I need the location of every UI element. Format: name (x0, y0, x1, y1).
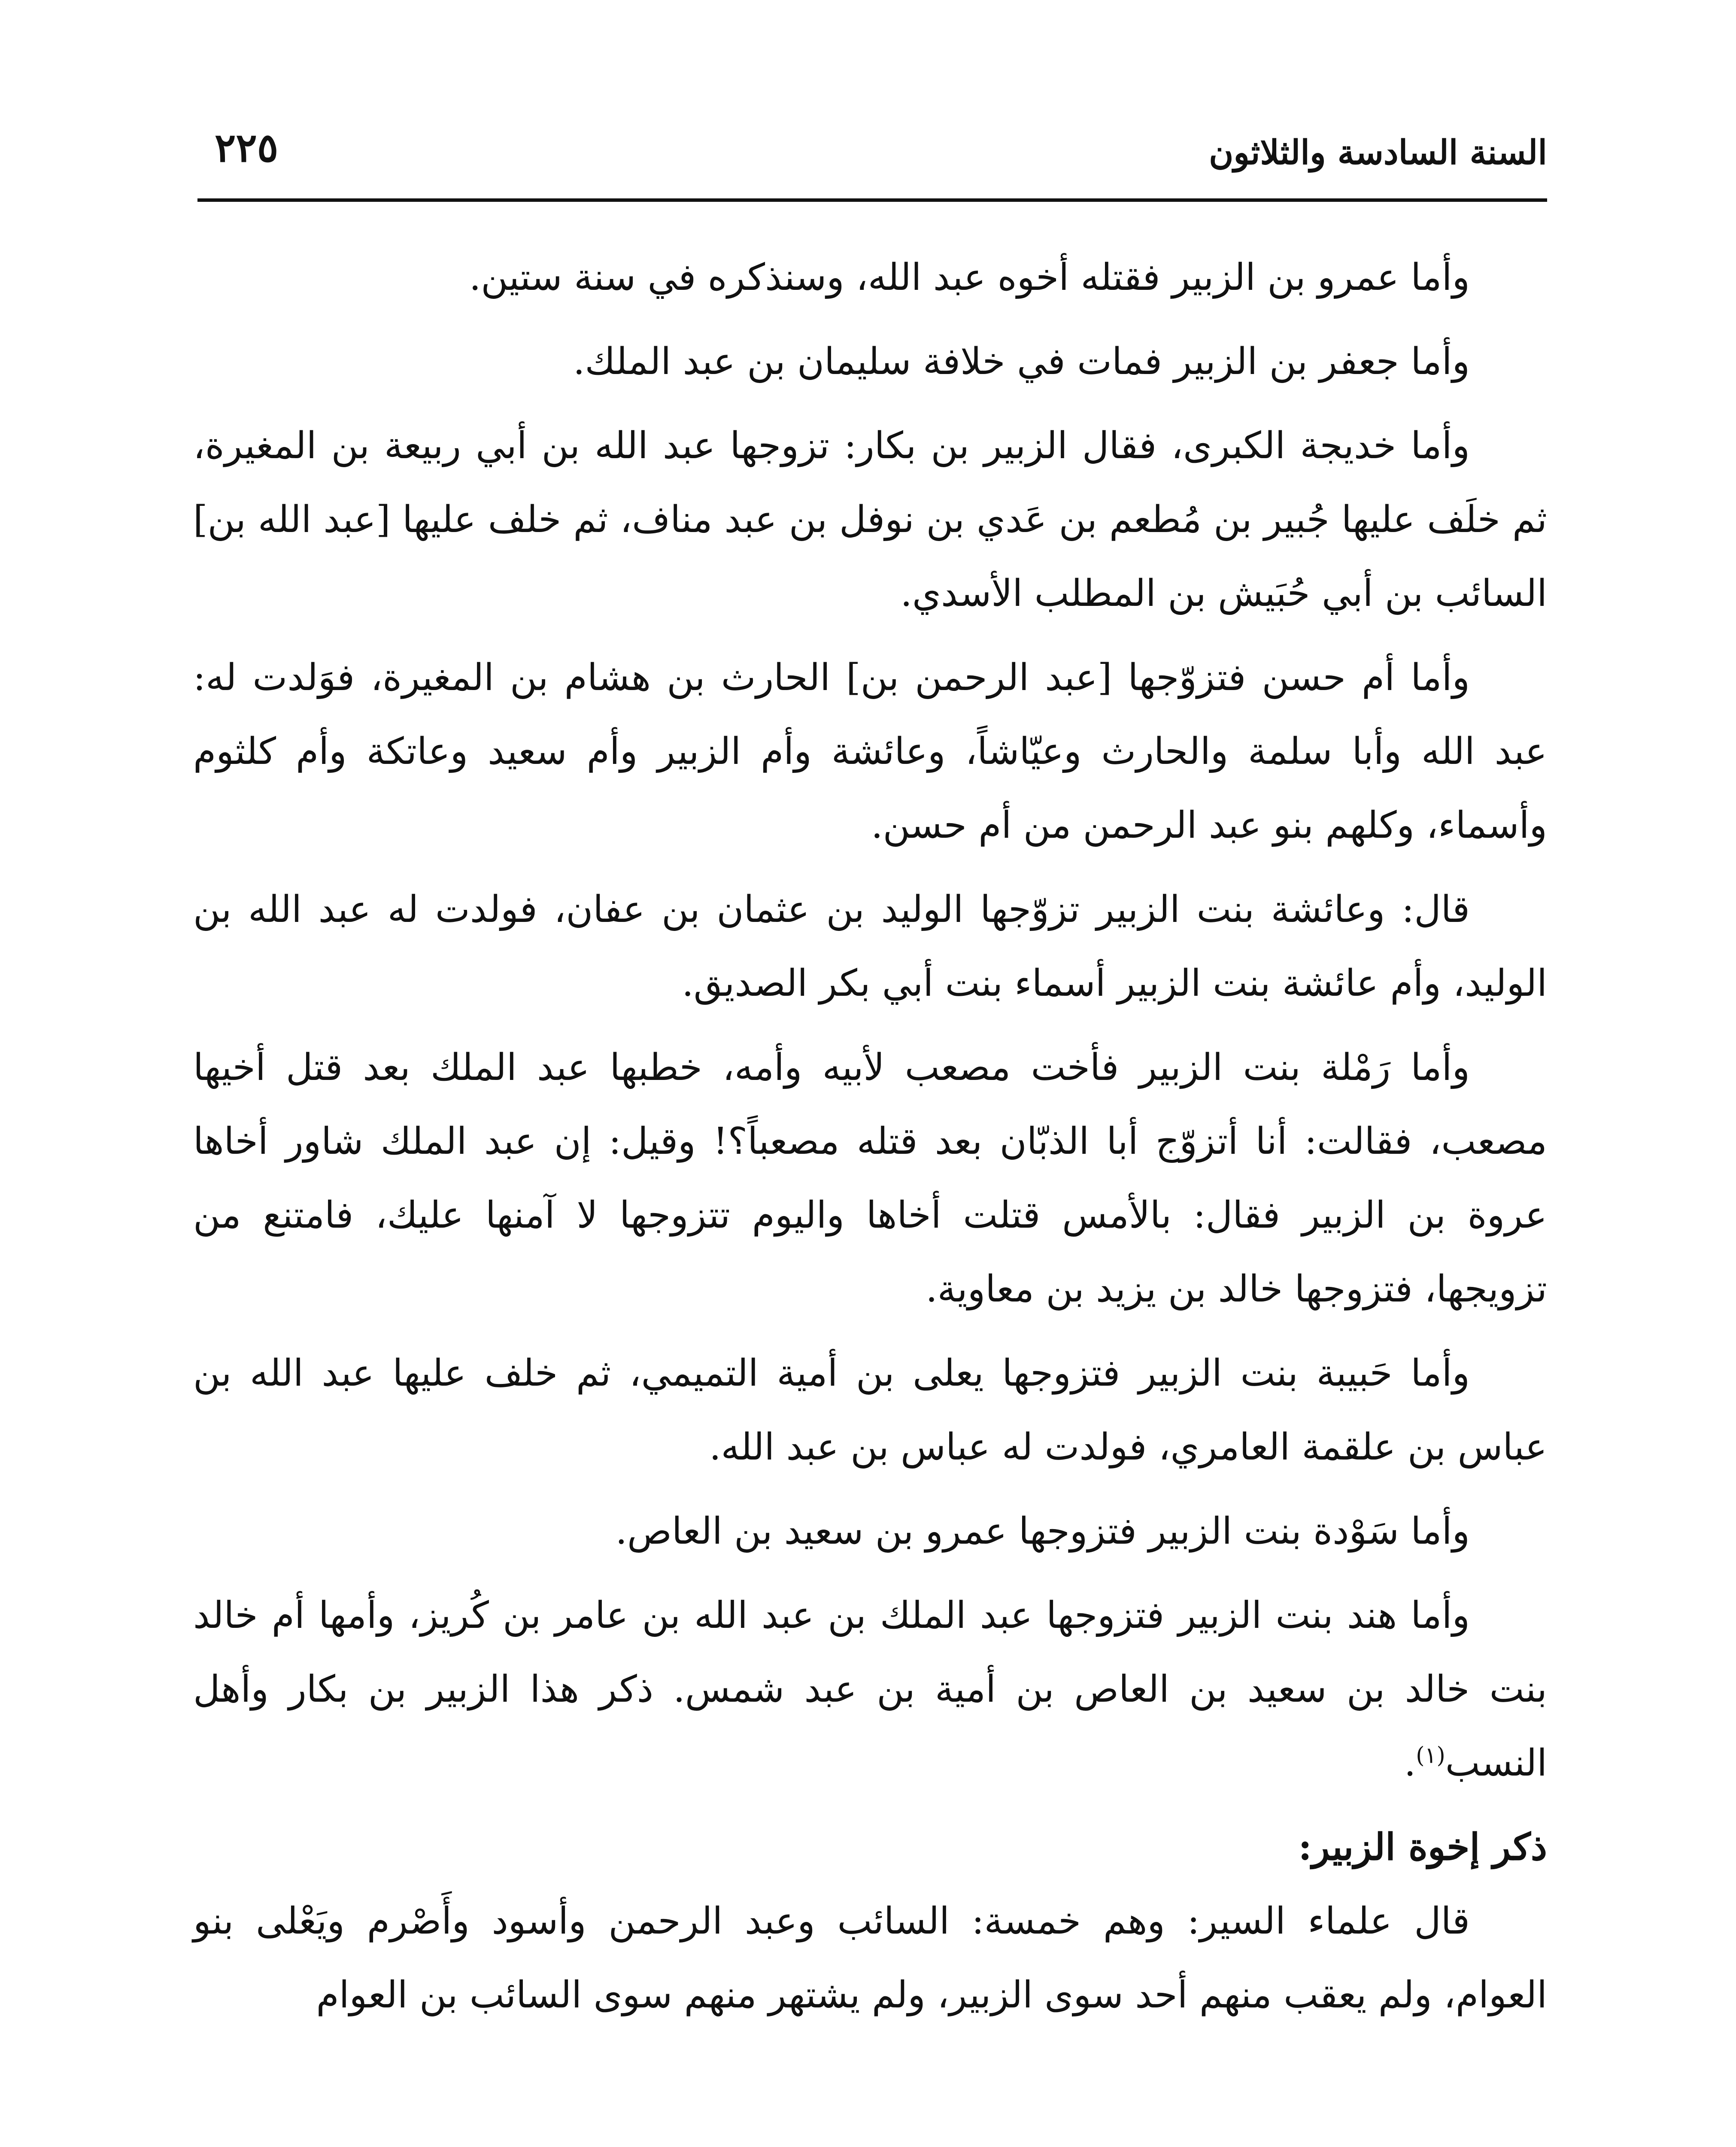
paragraph-umm-hasan: وأما أم حسن فتزوّجها [عبد الرحمن بن] الحارث بن هشام بن المغيرة، فوَلدت له: عبد الله وأبا سلمة والحارث وعيّاشاً، وعائشة وأم الزبير وأم سعيد وعاتكة وأم كلثوم وأسماء، وكلهم بنو عبد الرحمن من أم حسن. (193, 656, 1547, 847)
paragraph-ramla: وأما رَمْلة بنت الزبير فأخت مصعب لأبيه وأمه، خطبها عبد الملك بعد قتل أخيها مصعب، فقالت: أنا أتزوّج أبا الذبّان بعد قتله مصعباً؟! وقيل: إن عبد الملك شاور أخاها عروة بن الزبير فقال: بالأمس قتلت أخاها واليوم تتزوجها لا آمنها عليك، فامتنع من تزويجها، فتزوجها خالد بن يزيد بن معاوية. (193, 1046, 1547, 1311)
paragraph-sawda: وأما سَوْدة بنت الزبير فتزوجها عمرو بن سعيد بن العاص. (615, 1510, 1470, 1553)
main-text (193, 240, 1547, 2042)
paragraph-hind (193, 1578, 1547, 1800)
paragraph-habiba: وأما حَبيبة بنت الزبير فتزوجها يعلى بن أمية التميمي، ثم خلف عليها عبد الله بن عباس بن علقمة العامري، فولدت له عباس بن عبد الله. (193, 1352, 1547, 1469)
paragraph-hind-end: . (1404, 1742, 1416, 1785)
paragraph-jafar: وأما جعفر بن الزبير فمات في خلافة سليمان بن عبد الملك. (573, 340, 1470, 383)
footnote-reference[interactable]: (١) (1416, 1743, 1445, 1769)
paragraph-hind-text: وأما هند بنت الزبير فتزوجها عبد الملك بن عبد الله بن عامر بن كُريز، وأمها أم خالد بنت خالد بن سعيد بن العاص بن أمية بن عبد شمس. ذكر هذا الزبير بن بكار وأهل النسب (193, 1594, 1547, 1785)
paragraph-brothers: قال علماء السير: وهم خمسة: السائب وعبد الرحمن وأسود وأَصْرم ويَعْلى بنو العوام، ولم يعقب منهم أحد سوى الزبير، ولم يشتهر منهم سوى السائب بن العوام (193, 1900, 1547, 2016)
running-title: السنة السادسة والثلاثون (1209, 133, 1547, 172)
page-number: ٢٢٥ (215, 125, 279, 171)
paragraph-aisha: قال: وعائشة بنت الزبير تزوّجها الوليد بن عثمان بن عفان، فولدت له عبد الله بن الوليد، وأم عائشة بنت الزبير أسماء بنت أبي بكر الصديق. (193, 888, 1547, 1005)
paragraph-amr: وأما عمرو بن الزبير فقتله أخوه عبد الله، وسنذكره في سنة ستين. (469, 256, 1470, 299)
page-header (197, 125, 1547, 189)
paragraph-khadija: وأما خديجة الكبرى، فقال الزبير بن بكار: تزوجها عبد الله بن أبي ربيعة بن المغيرة، ثم خلَف عليها جُبير بن مُطعم بن عَدي بن نوفل بن عبد مناف، ثم خلف عليها [عبد الله بن] السائب بن أبي حُبَيش بن المطلب الأسدي. (193, 424, 1547, 615)
section-heading: ذكر إخوة الزبير: (1298, 1825, 1547, 1869)
header-rule (197, 198, 1547, 202)
